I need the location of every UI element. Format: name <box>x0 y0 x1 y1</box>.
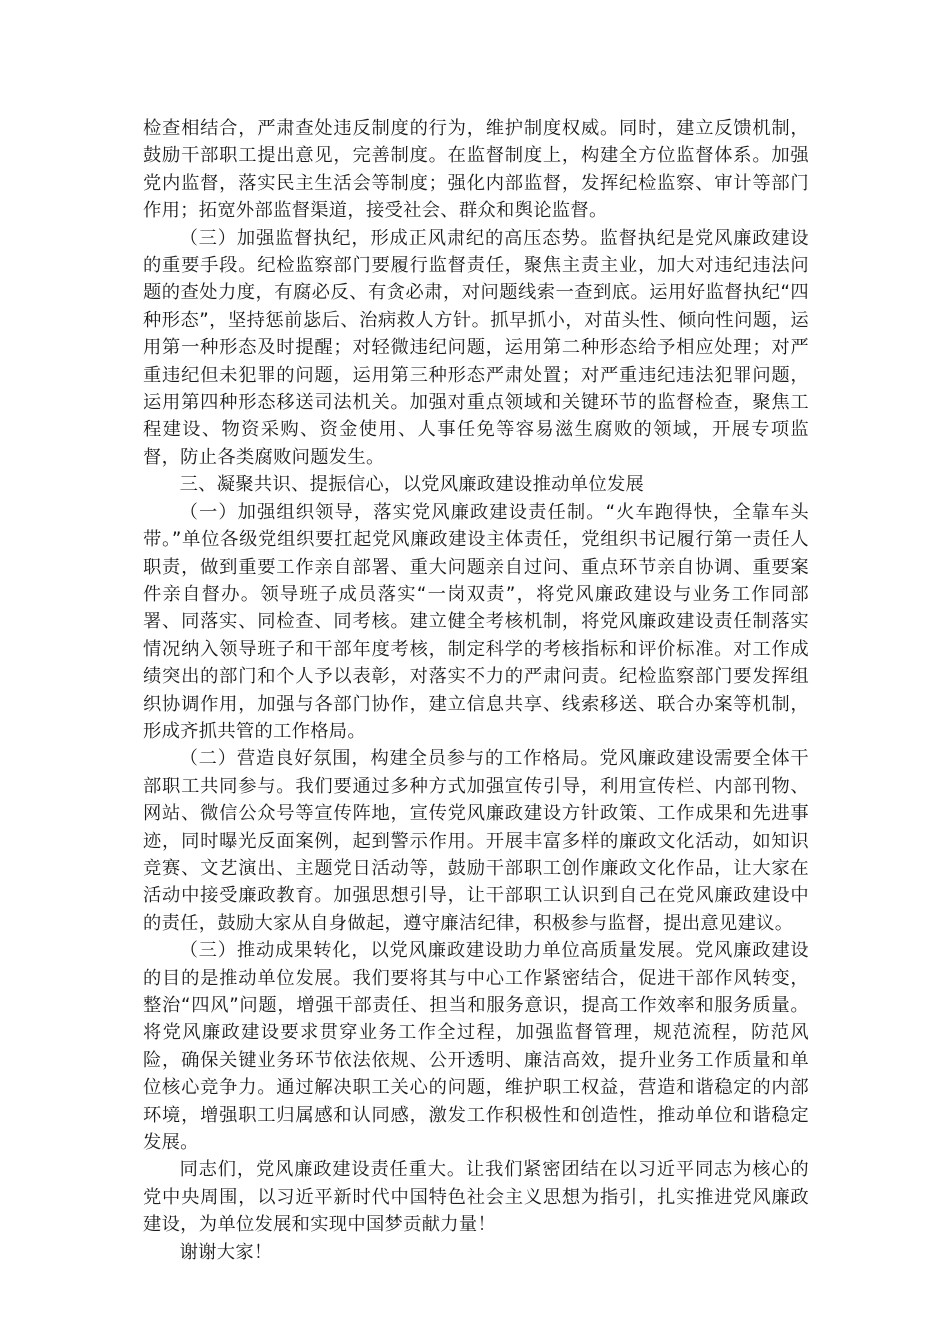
document-page <box>143 115 809 1266</box>
paragraph-good-atmosphere: （二）营造良好氛围，构建全员参与的工作格局。党风廉政建设需要全体干部职工共同参与。我们要通过多种方式加强宣传引导，利用宣传栏、内部刊物、网站、微信公众号等宣传阵地，宣传党风廉政建设方针政策、工作成果和先进事迹，同时曝光反面案例，起到警示作用。开展丰富多样的廉政文化活动，如知识竞赛、文艺演出、主题党日活动等，鼓励干部职工创作廉政文化作品，让大家在活动中接受廉政教育。加强思想引导，让干部职工认识到自己在党风廉政建设中的责任，鼓励大家从自身做起，遵守廉洁纪律，积极参与监督，提出意见建议。 <box>143 748 809 934</box>
section-heading-three: 三、凝聚共识、提振信心，以党风廉政建设推动单位发展 <box>179 474 645 496</box>
paragraph-organizational-leadership: （一）加强组织领导，落实党风廉政建设责任制。“火车跑得快，全靠车头带。”单位各级党组织要扛起党风廉政建设主体责任，党组织书记履行第一责任人职责，做到重要工作亲自部署、重大问题亲自过问、重点环节亲自协调、重要案件亲自督办。领导班子成员落实“一岗双责”，将党风廉政建设与业务工作同部署、同落实、同检查、同考核。建立健全考核机制，将党风廉政建设责任制落实情况纳入领导班子和干部年度考核，制定科学的考核指标和评价标准。对工作成绩突出的部门和个人予以表彰，对落实不力的严肃问责。纪检监察部门要发挥组织协调作用，加强与各部门协作，建立信息共享、线索移送、联合办案等机制，形成齐抓共管的工作格局。 <box>143 501 809 742</box>
paragraph-discipline-enforcement: （三）加强监督执纪，形成正风肃纪的高压态势。监督执纪是党风廉政建设的重要手段。纪检监察部门要履行监督责任，聚焦主责主业，加大对违纪违法问题的查处力度，有腐必反、有贪必肃，对问题线索一查到底。运用好监督执纪“四种形态”，坚持惩前毖后、治病救人方针。抓早抓小，对苗头性、倾向性问题，运用第一种形态及时提醒；对轻微违纪问题，运用第二种形态给予相应处理；对严重违纪但未犯罪的问题，运用第三种形态严肃处置；对严重违纪违法犯罪问题，运用第四种形态移送司法机关。加强对重点领域和关键环节的监督检查，聚焦工程建设、物资采购、资金使用、人事任免等容易滋生腐败的领域，开展专项监督，防止各类腐败问题发生。 <box>143 227 809 468</box>
paragraph-achievement-transformation: （三）推动成果转化，以党风廉政建设助力单位高质量发展。党风廉政建设的目的是推动单位发展。我们要将其与中心工作紧密结合，促进干部作风转变，整治“四风”问题，增强干部责任、担当和服务意识，提高工作效率和服务质量。将党风廉政建设要求贯穿业务工作全过程，加强监督管理，规范流程，防范风险，确保关键业务环节依法依规、公开透明、廉洁高效，提升业务工作质量和单位核心竞争力。通过解决职工关心的问题，维护职工权益，营造和谐稳定的内部环境，增强职工归属感和认同感，激发工作积极性和创造性，推动单位和谐稳定发展。 <box>143 940 809 1154</box>
paragraph-thanks: 谢谢大家！ <box>179 1241 273 1263</box>
paragraph-supervision-system: 检查相结合，严肃查处违反制度的行为，维护制度权威。同时，建立反馈机制，鼓励干部职工提出意见，完善制度。在监督制度上，构建全方位监督体系。加强党内监督，落实民主生活会等制度；强化内部监督，发挥纪检监察、审计等部门作用；拓宽外部监督渠道，接受社会、群众和舆论监督。 <box>143 118 809 222</box>
paragraph-closing-call: 同志们，党风廉政建设责任重大。让我们紧密团结在以习近平同志为核心的党中央周围，以习近平新时代中国特色社会主义思想为指引，扎实推进党风廉政建设，为单位发展和实现中国梦贡献力量！ <box>143 1159 809 1236</box>
